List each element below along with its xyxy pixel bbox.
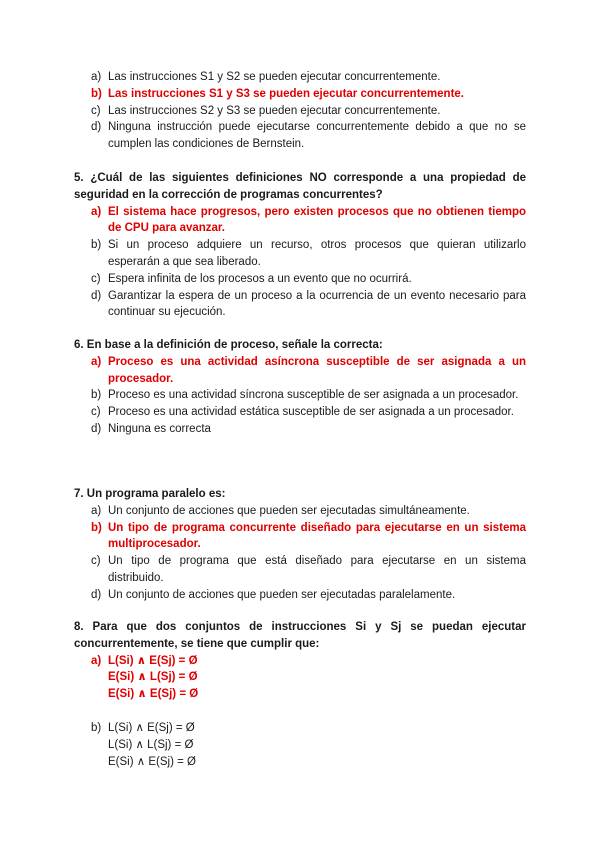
option-text: Si un proceso adquiere un recurso, otros procesos que quieran utilizarlo esperarán a que sea liberado. (108, 239, 526, 268)
option-8b: b) L(Si) ∧ E(Sj) = Ø L(Si) ∧ L(Sj) = Ø E(Si) ∧ E(Sj) = Ø (74, 720, 526, 770)
option-4b-correct: b) Las instrucciones S1 y S3 se pueden ejecutar concurrentemente. (91, 87, 464, 100)
question-5-text: 5. ¿Cuál de las siguientes definiciones NO corresponde a una propiedad de seguridad en la corrección de programas concurrentes? (74, 172, 526, 201)
option-7c: c) Un tipo de programa que está diseñado para ejecutarse en un sistema distribuido. (91, 555, 526, 584)
option-7b-correct: b) Un tipo de programa concurrente diseñado para ejecutarse en un sistema multiprocesador. (91, 521, 526, 551)
option-7d: d) Un conjunto de acciones que pueden ser ejecutadas paralelamente. (91, 588, 456, 601)
question-6-text: 6. En base a la definición de proceso, señale la correcta: (74, 339, 383, 351)
option-text: Un tipo de programa concurrente diseñado para ejecutarse en un sistema multiprocesador. (108, 521, 526, 551)
option-text: Un tipo de programa que está diseñado para ejecutarse en un sistema distribuido. (108, 555, 526, 584)
option-4a: a) Las instrucciones S1 y S2 se pueden ejecutar concurrentemente. (91, 71, 441, 83)
option-text: Espera infinita de los procesos a un evento que no ocurrirá. (108, 272, 412, 285)
question-5 (74, 170, 526, 321)
formula-line: L(Si) ∧ E(Sj) = Ø (108, 654, 198, 667)
option-text: Proceso es una actividad asíncrona susceptible de ser asignada a un procesador. (108, 355, 526, 385)
option-text: Las instrucciones S1 y S3 se pueden ejecutar concurrentemente. (108, 87, 464, 100)
option-text: Proceso es una actividad estática susceptible de ser asignada a un procesador. (108, 406, 514, 419)
option-5a-correct: a) El sistema hace progresos, pero existen procesos que no obtienen tiempo de CPU para avanzar. (91, 205, 526, 235)
option-5c: c) Espera infinita de los procesos a un evento que no ocurrirá. (91, 272, 412, 285)
question-8-text: 8. Para que dos conjuntos de instrucciones Si y Sj se puedan ejecutar concurrentemente, se tiene que cumplir que: (74, 621, 526, 650)
option-5d: d) Garantizar la espera de un proceso a la ocurrencia de un evento necesario para continuar su ejecución. (91, 289, 526, 319)
question-4-options (74, 69, 526, 153)
formula-line: L(Si) ∧ L(Sj) = Ø (108, 738, 194, 751)
formula-line: E(Si) ∧ E(Sj) = Ø (108, 755, 196, 768)
option-6b: b) Proceso es una actividad síncrona susceptible de ser asignada a un procesador. (91, 389, 519, 402)
option-text: Un conjunto de acciones que pueden ser ejecutadas paralelamente. (108, 588, 456, 601)
option-text: Las instrucciones S2 y S3 se pueden ejecutar concurrentemente. (108, 104, 441, 117)
option-text: Ninguna es correcta (108, 422, 211, 435)
option-text: Proceso es una actividad síncrona susceptible de ser asignada a un procesador. (108, 389, 519, 402)
option-text: Ninguna instrucción puede ejecutarse concurrentemente debido a que no se cumplen las condiciones de Bernstein. (108, 121, 526, 151)
option-text: Un conjunto de acciones que pueden ser ejecutadas simultáneamente. (108, 504, 470, 517)
option-6d: d) Ninguna es correcta (91, 422, 211, 435)
option-6a-correct: a) Proceso es una actividad asíncrona susceptible de ser asignada a un procesador. (91, 355, 526, 385)
option-7a: a) Un conjunto de acciones que pueden ser ejecutadas simultáneamente. (91, 504, 470, 517)
option-6c: c) Proceso es una actividad estática susceptible de ser asignada a un procesador. (91, 406, 514, 419)
formula-line: E(Si) ∧ E(Sj) = Ø (108, 688, 199, 701)
option-4c: c) Las instrucciones S2 y S3 se pueden ejecutar concurrentemente. (91, 104, 441, 117)
option-text: Garantizar la espera de un proceso a la ocurrencia de un evento necesario para continuar su ejecución. (108, 289, 526, 319)
option-text: Las instrucciones S1 y S2 se pueden ejecutar concurrentemente. (108, 71, 441, 83)
option-8a-correct: a) L(Si) ∧ E(Sj) = Ø E(Si) ∧ L(Sj) = Ø E(Si) ∧ E(Sj) = Ø (74, 653, 526, 703)
option-5b: b) Si un proceso adquiere un recurso, otros procesos que quieran utilizarlo esperarán a que sea liberado. (91, 239, 526, 268)
question-8 (74, 619, 526, 770)
question-7-text: 7. Un programa paralelo es: (74, 488, 226, 500)
option-text: El sistema hace progresos, pero existen procesos que no obtienen tiempo de CPU para avanzar. (108, 205, 526, 235)
question-7 (74, 486, 526, 604)
option-4d: d) Ninguna instrucción puede ejecutarse concurrentemente debido a que no se cumplen las condiciones de Bernstein. (91, 121, 526, 151)
formula-line: E(Si) ∧ L(Sj) = Ø (108, 671, 198, 684)
formula-line: L(Si) ∧ E(Sj) = Ø (108, 721, 195, 734)
question-6 (74, 337, 526, 438)
